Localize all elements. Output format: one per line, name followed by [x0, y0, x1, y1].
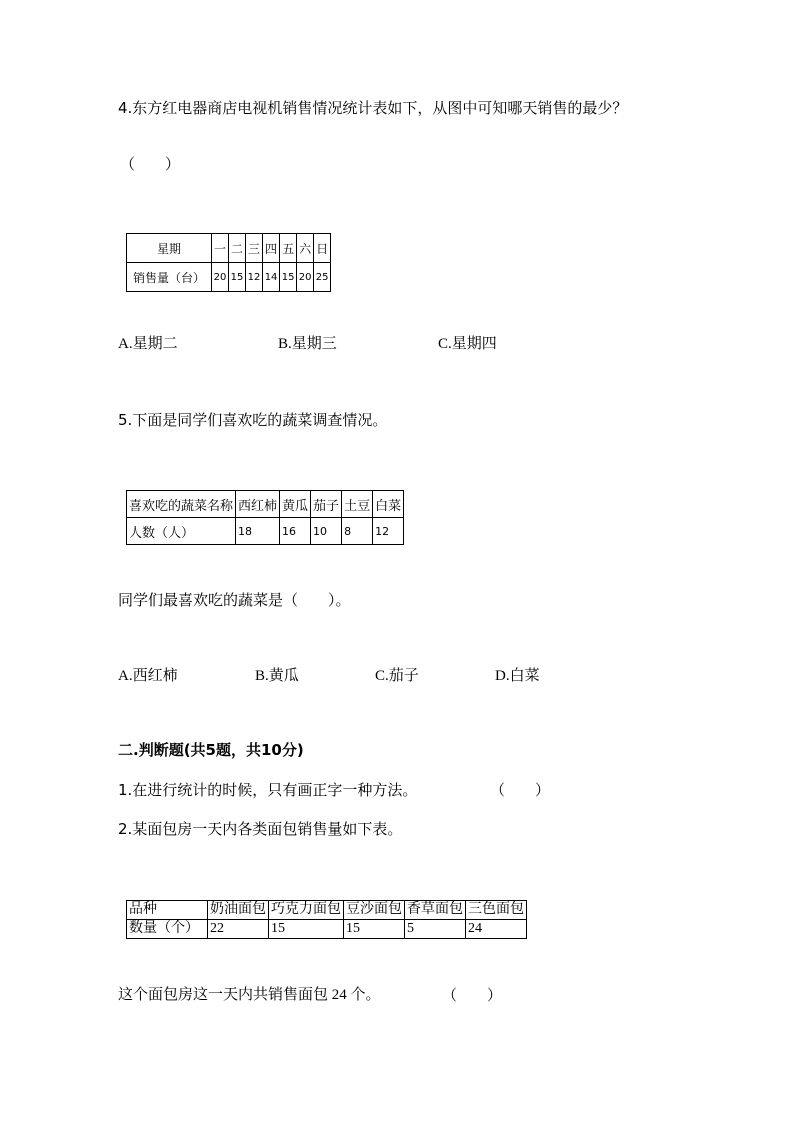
table-row	[127, 920, 527, 939]
table-header-cell: 一	[212, 234, 229, 263]
table-cell: 10	[311, 518, 342, 545]
table-cell: 16	[280, 518, 311, 545]
table-header-cell: 黄瓜	[280, 491, 311, 518]
table-cell: 15	[269, 920, 344, 939]
table-header-cell: 奶油面包	[208, 901, 269, 920]
q4-option-c: C.星期四	[438, 336, 497, 352]
table-row	[127, 518, 404, 545]
table-header-cell: 星期	[127, 234, 212, 263]
q5-option-d: D.白菜	[495, 668, 540, 684]
q4-option-a: A.星期二	[118, 336, 178, 352]
j2-subquestion: 这个面包房这一天内共销售面包 24 个。	[118, 987, 381, 1003]
table-cell: 12	[373, 518, 404, 545]
table-header-cell: 豆沙面包	[344, 901, 405, 920]
table-cell: 25	[314, 263, 331, 292]
table-header-cell: 五	[280, 234, 297, 263]
table-header-cell: 喜欢吃的蔬菜名称	[127, 491, 236, 518]
table-cell: 14	[263, 263, 280, 292]
table-cell: 18	[236, 518, 280, 545]
q5-option-b: B.黄瓜	[255, 668, 299, 684]
q5-option-a: A.西红柿	[118, 668, 178, 684]
table-header-cell: 六	[297, 234, 314, 263]
table-header-cell: 土豆	[342, 491, 373, 518]
q4-answer-blank: （ ）	[120, 155, 181, 173]
j2-answer-blank: （ ）	[442, 986, 503, 1004]
table-cell: 22	[208, 920, 269, 939]
table-cell: 8	[342, 518, 373, 545]
q4-question: 4.东方红电器商店电视机销售情况统计表如下，从图中可知哪天销售的最少？	[118, 99, 628, 117]
section-title: 二.判断题(共5题，共10分)	[118, 741, 304, 759]
table-header-cell: 品种	[127, 901, 208, 920]
table-header-cell: 三	[246, 234, 263, 263]
j1-answer-blank: （ ）	[490, 781, 551, 799]
table-cell: 人数（人）	[127, 518, 236, 545]
table-cell: 24	[466, 920, 527, 939]
table-cell: 15	[229, 263, 246, 292]
j1-statement: 1.在进行统计的时候，只有画正字一种方法。	[118, 781, 418, 799]
table-cell: 15	[280, 263, 297, 292]
table-cell: 12	[246, 263, 263, 292]
table-header-cell: 巧克力面包	[269, 901, 344, 920]
j2-bread-table	[126, 900, 527, 939]
table-cell: 20	[297, 263, 314, 292]
table-cell: 20	[212, 263, 229, 292]
table-header-cell: 日	[314, 234, 331, 263]
q5-vegetable-table	[126, 490, 404, 545]
table-cell: 数量（个）	[127, 920, 208, 939]
q5-option-c: C.茄子	[375, 668, 419, 684]
table-header-cell: 二	[229, 234, 246, 263]
table-header-cell: 香草面包	[405, 901, 466, 920]
table-row	[127, 901, 527, 920]
table-cell: 销售量（台）	[127, 263, 212, 292]
q4-sales-table	[126, 233, 331, 292]
q5-subquestion: 同学们最喜欢吃的蔬菜是（ ）。	[118, 591, 351, 609]
table-header-cell: 四	[263, 234, 280, 263]
j2-statement: 2.某面包房一天内各类面包销售量如下表。	[118, 820, 403, 838]
table-header-cell: 三色面包	[466, 901, 527, 920]
table-cell: 15	[344, 920, 405, 939]
table-header-cell: 西红柿	[236, 491, 280, 518]
table-header-cell: 白菜	[373, 491, 404, 518]
table-cell: 5	[405, 920, 466, 939]
q4-option-b: B.星期三	[278, 336, 337, 352]
q5-question: 5.下面是同学们喜欢吃的蔬菜调查情况。	[118, 411, 388, 429]
table-row	[127, 234, 331, 263]
table-row	[127, 491, 404, 518]
table-header-cell: 茄子	[311, 491, 342, 518]
table-row	[127, 263, 331, 292]
